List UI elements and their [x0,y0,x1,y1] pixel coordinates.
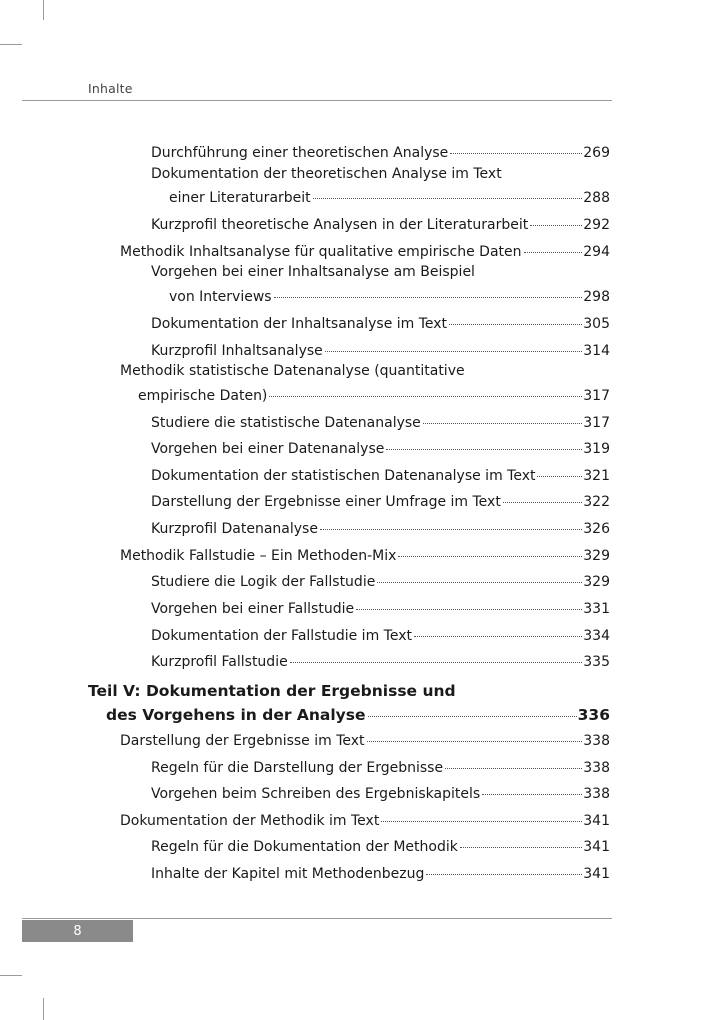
toc-entry[interactable] [151,785,610,803]
toc-entry-title: Studiere die statistische Datenanalyse [151,415,421,431]
toc-entry-title: empirische Daten) [138,388,268,404]
toc-leader [325,351,583,352]
toc-entry[interactable] [151,573,610,591]
toc-leader [320,529,582,530]
toc-entry[interactable] [138,387,610,405]
toc-entry[interactable] [120,732,610,750]
toc-leader [537,476,582,477]
toc-leader [460,847,582,848]
toc-leader [313,198,583,199]
toc-entry-page: 319 [583,441,610,457]
toc-leader [414,636,582,637]
toc-part-title: des Vorgehens in der Analyse [106,706,366,724]
toc-entry-page: 314 [583,343,610,359]
toc-entry[interactable] [151,414,610,432]
toc-entry[interactable] [151,653,610,671]
toc-entry-title: Studiere die Logik der Fallstudie [151,574,376,590]
toc-entry[interactable] [151,600,610,618]
toc-entry[interactable] [151,342,610,360]
toc-entry-title: Kurzprofil theoretische Analysen in der Literaturarbeit [151,217,529,233]
toc-leader [503,502,582,503]
toc-leader [381,821,582,822]
toc-leader [290,662,583,663]
toc-part-title: Teil V: Dokumentation der Ergebnisse und [88,682,456,700]
toc-entry-title: Dokumentation der theoretischen Analyse im Text [151,166,502,182]
toc-entry-title: Vorgehen bei einer Datenanalyse [151,441,385,457]
toc-entry-page: 341 [583,813,610,829]
toc-entry[interactable] [151,838,610,856]
toc-entry[interactable] [151,627,610,645]
toc-entry-page: 298 [583,289,610,305]
toc-entry[interactable] [169,288,610,306]
running-head: Inhalte [88,81,133,96]
toc-entry[interactable] [151,315,610,333]
page-number: 8 [73,923,82,939]
toc-entry-title: Darstellung der Ergebnisse im Text [120,733,365,749]
toc-entry-title: Durchführung einer theoretischen Analyse [151,145,449,161]
toc-entry-page: 341 [583,866,610,882]
toc-entry[interactable] [151,440,610,458]
toc-part-page: 336 [577,706,610,724]
toc-leader [368,716,577,717]
toc-entry-page: 341 [583,839,610,855]
toc-entry-title: Regeln für die Darstellung der Ergebnisse [151,760,444,776]
toc-entry-title: Regeln für die Dokumentation der Methodik [151,839,458,855]
toc-leader [482,794,582,795]
toc-leader [269,396,582,397]
toc-leader [274,297,583,298]
toc-leader [530,225,582,226]
toc-entry-title: Vorgehen bei einer Fallstudie [151,601,355,617]
toc-entry[interactable] [169,189,610,207]
toc-entry-page: 334 [583,628,610,644]
toc-entry-page: 292 [583,217,610,233]
toc-leader [450,153,582,154]
toc-entry-page: 338 [583,733,610,749]
toc-entry[interactable] [120,362,465,380]
toc-entry[interactable] [120,812,610,830]
toc-leader [356,609,582,610]
toc-entry-title: Darstellung der Ergebnisse einer Umfrage im Text [151,494,501,510]
toc-leader [449,324,582,325]
toc-entry-page: 317 [583,415,610,431]
toc-entry-title: Kurzprofil Datenanalyse [151,521,318,537]
crop-mark [43,998,44,1020]
toc-leader [377,582,582,583]
toc-entry[interactable] [120,243,610,261]
toc-entry-page: 331 [583,601,610,617]
toc-entry-title: Methodik Inhaltsanalyse für qualitative empirische Daten [120,244,522,260]
toc-entry-page: 288 [583,190,610,206]
toc-entry[interactable] [151,759,610,777]
toc-entry[interactable] [151,144,610,162]
toc-entry-title: Dokumentation der Methodik im Text [120,813,380,829]
toc-entry[interactable] [151,493,610,511]
toc-entry-page: 294 [583,244,610,260]
toc-entry-title: einer Literaturarbeit [169,190,311,206]
toc-entry-title: Vorgehen bei einer Inhaltsanalyse am Beispiel [151,264,475,280]
toc-leader [398,556,582,557]
toc-entry[interactable] [151,216,610,234]
toc-entry[interactable] [151,520,610,538]
toc-leader [423,423,582,424]
toc-entry[interactable] [120,547,610,565]
toc-entry[interactable] [151,467,610,485]
toc-entry-page: 317 [583,388,610,404]
toc-entry[interactable] [151,165,502,183]
toc-entry[interactable] [151,865,610,883]
toc-entry-page: 329 [583,574,610,590]
toc-entry-title: Methodik statistische Datenanalyse (quantitative [120,363,465,379]
toc-entry-title: von Interviews [169,289,272,305]
toc-leader [386,449,582,450]
toc-part-heading[interactable] [88,682,456,700]
toc-entry-page: 321 [583,468,610,484]
toc-entry-page: 269 [583,145,610,161]
toc-entry-page: 322 [583,494,610,510]
toc-entry-page: 338 [583,760,610,776]
toc-leader [367,741,583,742]
toc-entry-title: Dokumentation der statistischen Datenanalyse im Text [151,468,536,484]
toc-leader [445,768,582,769]
crop-mark [0,975,22,976]
toc-entry-title: Methodik Fallstudie – Ein Methoden-Mix [120,548,397,564]
toc-entry-title: Dokumentation der Inhaltsanalyse im Text [151,316,448,332]
toc-entry-title: Inhalte der Kapitel mit Methodenbezug [151,866,425,882]
toc-leader [426,874,582,875]
toc-entry-page: 305 [583,316,610,332]
toc-entry-title: Vorgehen beim Schreiben des Ergebniskapitels [151,786,481,802]
toc-entry-title: Kurzprofil Fallstudie [151,654,288,670]
toc-part-heading[interactable] [106,706,610,724]
footer-rule [22,918,612,919]
page-number-box [22,920,133,942]
toc-entry[interactable] [151,263,475,281]
toc-entry-page: 338 [583,786,610,802]
toc-entry-title: Dokumentation der Fallstudie im Text [151,628,412,644]
toc-entry-page: 335 [583,654,610,670]
toc-entry-page: 329 [583,548,610,564]
toc-entry-title: Kurzprofil Inhaltsanalyse [151,343,323,359]
toc-leader [524,252,583,253]
toc-entry-page: 326 [583,521,610,537]
